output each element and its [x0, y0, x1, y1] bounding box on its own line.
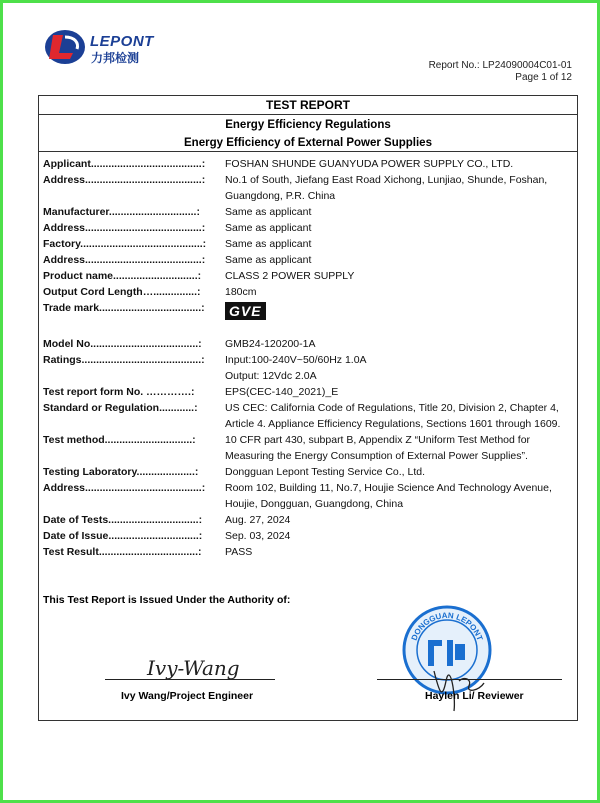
report-frame — [38, 95, 578, 721]
field-list — [43, 156, 575, 560]
field-value: Same as applicant — [225, 222, 312, 234]
field-label: Product name.............................: — [43, 270, 202, 282]
field-value: Room 102, Building 11, No.7, Houjie Science And Technology Avenue, Houjie, Dongguan, Guangdong, China — [225, 482, 552, 510]
field-value — [219, 300, 575, 328]
field-label: Trade mark...................................: — [43, 302, 205, 314]
field-row — [43, 236, 575, 252]
field-label: Address........................................: — [43, 254, 206, 266]
field-label: Manufacturer..............................: — [43, 206, 200, 218]
field-row — [43, 268, 575, 284]
field-value: GMB24-120200-1A — [225, 338, 316, 350]
stamp-ring-text: DONGGUAN LEPONT — [409, 610, 485, 642]
field-value: EPS(CEC-140_2021)_E — [225, 386, 339, 398]
signature-ivy-wang: Ivy-Wang — [147, 656, 240, 680]
field-row — [43, 300, 575, 328]
field-row — [43, 464, 575, 480]
field-label: Test report form No. ………….: — [43, 386, 195, 398]
field-label: Applicant......................................: — [43, 158, 206, 170]
field-row — [43, 204, 575, 220]
field-value: Aug. 27, 2024 — [225, 514, 291, 526]
field-label: Standard or Regulation............: — [43, 402, 198, 414]
report-subtitle — [39, 115, 577, 152]
field-label: Address........................................: — [43, 174, 206, 186]
field-value: FOSHAN SHUNDE GUANYUDA POWER SUPPLY CO., LTD. — [225, 158, 514, 170]
field-value: Output: 12Vdc 2.0A — [225, 370, 317, 382]
field-row — [43, 512, 575, 528]
field-label — [43, 368, 219, 384]
field-row — [43, 172, 575, 204]
field-value: Same as applicant — [225, 206, 312, 218]
left-signer-name: Ivy Wang/Project Engineer — [121, 690, 254, 702]
field-label: Address........................................: — [43, 222, 206, 234]
subtitle-line-2: Energy Efficiency of External Power Supplies — [184, 137, 432, 149]
field-row — [43, 352, 575, 368]
field-row — [43, 220, 575, 236]
trade-mark-logo: GVE — [225, 302, 266, 320]
field-value: No.1 of South, Jiefang East Road Xichong, Lunjiao, Shunde, Foshan, Guangdong, P.R. China — [225, 174, 548, 202]
field-row — [43, 528, 575, 544]
authority-statement: This Test Report is Issued Under the Authority of: — [43, 594, 291, 606]
field-row — [43, 252, 575, 268]
field-value: Sep. 03, 2024 — [225, 530, 291, 542]
field-row — [43, 432, 575, 464]
field-row — [43, 368, 575, 384]
field-label: Model No.....................................: — [43, 338, 202, 350]
report-number: Report No.: LP24090004C01-01 — [428, 60, 572, 71]
field-value: CLASS 2 POWER SUPPLY — [225, 270, 355, 282]
right-signature-line — [377, 679, 562, 680]
field-row — [43, 336, 575, 352]
field-row — [43, 384, 575, 400]
field-value: 180cm — [225, 286, 257, 298]
field-row — [43, 284, 575, 300]
field-value: Same as applicant — [225, 254, 312, 266]
report-number-block — [429, 60, 572, 84]
field-label: Test Result..................................: — [43, 546, 202, 558]
field-label: Ratings.........................................: — [43, 354, 205, 366]
left-signature-line — [105, 679, 275, 680]
field-value: Same as applicant — [225, 238, 312, 250]
logo-text: LEPONT — [90, 33, 154, 50]
signature-haylen-li — [424, 651, 494, 721]
field-row — [43, 480, 575, 512]
field-label: Factory..........................................: — [43, 238, 207, 250]
field-value: PASS — [225, 546, 253, 558]
logo-cn: 力邦检测 — [91, 51, 140, 65]
page-number: Page 1 of 12 — [515, 72, 572, 83]
field-row — [43, 544, 575, 560]
field-label: Output Cord Length…...............: — [43, 286, 201, 298]
subtitle-line-1: Energy Efficiency Regulations — [225, 119, 391, 131]
field-label: Testing Laboratory....................: — [43, 466, 199, 478]
field-value: US CEC: California Code of Regulations, Title 20, Division 2, Chapter 4, Article 4. Appliance Efficiency Regulations, Sections 1601 through 1609. — [225, 402, 561, 430]
field-label: Date of Issue...............................: — [43, 530, 203, 542]
field-row — [43, 156, 575, 172]
field-label: Date of Tests...............................: — [43, 514, 203, 526]
right-signer-name: Haylen Li/ Reviewer — [425, 690, 524, 702]
field-label: Test method..............................: — [43, 434, 196, 446]
field-value: 10 CFR part 430, subpart B, Appendix Z “Uniform Test Method for Measuring the Energy Consumption of External Power Supplies”. — [225, 434, 531, 462]
field-value: Input:100-240V~50/60Hz 1.0A — [225, 354, 367, 366]
report-page — [3, 3, 597, 800]
field-value: Dongguan Lepont Testing Service Co., Ltd. — [225, 466, 426, 478]
report-title: TEST REPORT — [39, 96, 577, 115]
field-row — [43, 400, 575, 432]
field-label: Address........................................: — [43, 482, 206, 494]
